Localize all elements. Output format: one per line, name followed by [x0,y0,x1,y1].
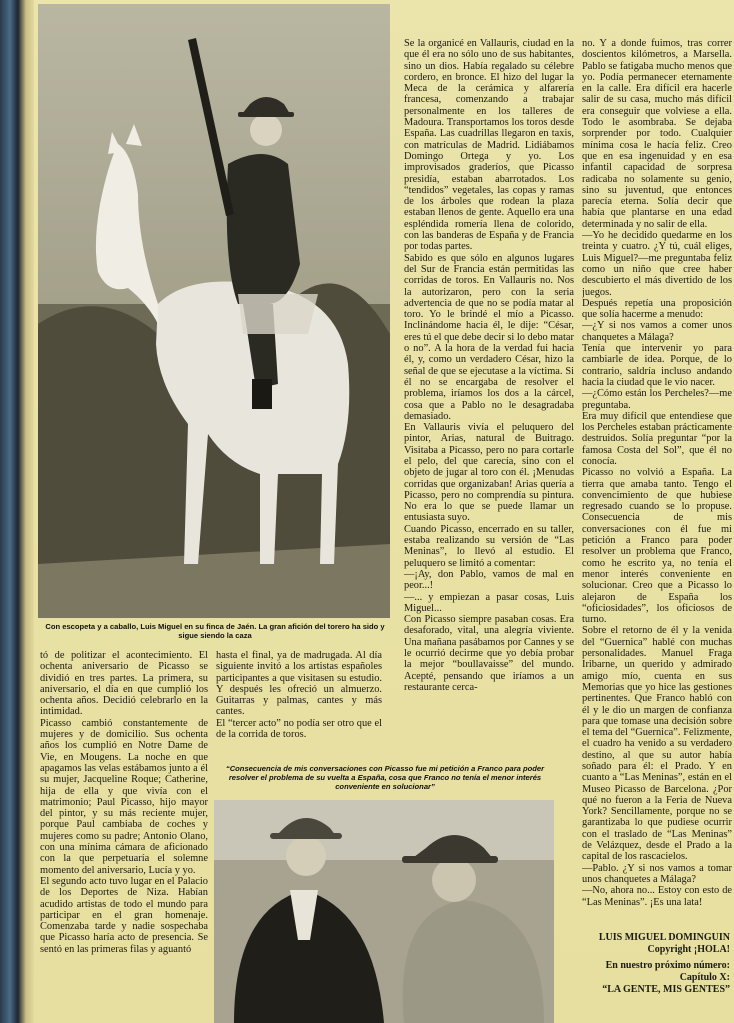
next-chapter-label: Capítulo X: [679,972,730,983]
signature-block [560,932,730,996]
copyright-line: Copyright ¡HOLA! [647,944,730,955]
picasso-torero-illustration [214,800,554,1023]
text-column-1: Se la organicé en Vallauris, ciudad en la que él era no sólo uno de sus habitantes, sino un dios. Había regalado su célebre cordero, en bronce. El hizo del lugar la Meca de la cerámica y alfarería francesa, comenzando a trabajar personalmente en los talleres de Madoura. Transportamos los toros desde España. Las cuadrillas llegaron en taxis, con matrículas de Madrid. Lidiábamos Domingo Ortega y yo. Los improvisados graderíos, que Picasso presidía, estaban abarrotados. Los “tendidos” vegetales, las copas y ramas de los árboles que rodean la plaza estaban llenos de gente. Aquello era una espléndida romería llena de colorido, con las banderas de España y de Francia por todas partes. Sabido es que sólo en algunos lugares del Sur de Francia están permitidas las corridas de toros. En Vallauris no. Nos la autorizaron, pero con la seria advertencia de que no se podía matar al toro. Yo le brindé el mío a Picasso. Inclinándome hacia él, le dije: “César, eres tú el que debe decir si lo debo matar o no”. A la hora de la verdad fui hacia él, y, como un verdadero César, hizo la señal de que se ejecutase a la víctima. Si él no se encargaba de resolver el problema, iríamos los dos a la cárcel, cosa que a Pablo no le desagradaba demasiado. En Vallauris vivía el peluquero del pintor, Arias, natural de Buitrago. Visitaba a Picasso, pero no para cortarle el pelo, del que carecía, sino con el objeto de jugar al toro con él. ¡Menudas corridas que organizaban! Arias quería a Picasso, pero no comprendía su pintura. No era lo que se puede llamar un entusiasta suyo. Cuando Picasso, encerrado en su taller, estaba realizando su versión de “Las Meninas”, lo llevó al estudio. El peluquero se limitó a comentar: —¡Ay, don Pablo, vamos de mal en peor...! —... y empiezan a pasar cosas, Luis Miguel... Con Picasso siempre pasaban cosas. Era desaforado, vital, una alegría viviente. Una mañana pasábamos por Cannes y se le ocurrió decirme que yo debía probar la mejor “boullavaisse” del mundo. Acepté, pensando que iríamos a un restaurante cerca- [404,38,574,693]
text-column-3: tó de politizar el acontecimiento. El ochenta aniversario de Picasso se dividió en tres partes. La primera, su aniversario, el día en que cumplió los ochenta años. Decidió celebrarlo en la intimidad. Picasso cambió constantemente de mujeres y de domicilio. Sus ochenta años los cumplió en Notre Dame de Vie, en Mougens. La noche en que apagamos las velas estábamos junto a él su mujer, Jacqueline Roque; Catherine, hija de ella y que vivía con el matrimonio; Paul Picasso, hijo mayor del pintor, y su más reciente mujer, porque Paul cambiaba de coches y mujeres como su padre; Antonio Olano, con una mínima cámara de aficionado con la que perpetuaría el solemne momento del aniversario, Lucía y yo. El segundo acto tuvo lugar en el Palacio de los Deportes de Niza. Habían acudido artistas de todo el mundo para participar en el gran homenaje. Comenzaba tarde y nadie sospechaba que Picasso haría acto de presencia. Se sentó en las primeras filas y aguantó [40,650,208,955]
caption-horse-photo: Con escopeta y a caballo, Luis Miguel en su finca de Jaén. La gran afición del torero ha sido y sigue siendo la caza [45,622,385,640]
author-name: LUIS MIGUEL DOMINGUIN [598,932,730,943]
magazine-binding [0,0,34,1023]
horse-rider-illustration [38,4,390,618]
text-column-2: no. Y a donde fuimos, tras correr doscientos kilómetros, a Marsella. Pablo se fatigaba mucho menos que yo. Podía permanecer eternamente en la calle. Era difícil era hacerle salir de su casa, mucho más difícil era conseguir que volviese a ella. Todo le asombraba. Se dejaba sorprender por todo. Cualquier mínima cosa le hacía feliz. Creo que en esa ingenuidad y en esa infantil capacidad de sorpresa radicaba no solamente su genio, sino su juventud, que entonces parecía eterna. Solía decir que había que plantarse en una edad determinada y no salir de ella. —Yo he decidido quedarme en los treinta y cuatro. ¿Y tú, cuál eliges, Luis Miguel?—me preguntaba feliz como un niño que cree haber descubierto el más divertido de los juegos. Después repetía una proposición que solía hacerme a menudo: —¿Y si nos vamos a comer unos chanquetes a Málaga? Tenía que intervenir yo para cambiarle de idea. Porque, de lo contrario, saldría incluso andando hacia la ciudad que le vio nacer. —¿Cómo están los Percheles?—me preguntaba. Era muy difícil que entendiese que los Percheles estaban prácticamente destruidos. Solía preguntar “por la famosa Costa del Sol”, que él no conocía. Picasso no volvió a España. La tierra que amaba tanto. Tengo el convencimiento de que hubiese regresado cuando se lo propuse. Consecuencia de mis conversaciones con él fue mi petición a Franco para poder resolver un problema que Franco, como he escrito ya, no tenía el menor interés conveniente en solucionar. Creo que a Picasso lo alejaron de España los “oficiosidades”, los oficiosos de turno. Sobre el retorno de él y la venida del “Guernica” hablé con muchas personalidades. Manuel Fraga Iribarne, un querido y admirado amigo mío, cuenta en sus Memorias que yo hice las gestiones pertinentes. Que Franco habló con él y le dio un margen de confianza para que tomase una decisión sobre el tema del “Guernica”. Felizmente, el cuadro ha venido a su verdadero destino, al que su autor había soñado para él: el Prado. Y en cuanto a “Las Meninas”, están en el Museo Picasso de Barcelona. ¿Por qué no fueron a la Feria de Nueva York? Sencillamente, porque no se garantizaba lo que pudiese ocurrir con el traslado de “Las Meninas” de Velázquez, desde el Prado a la capital de los rascacielos. —Pablo. ¿Y si nos vamos a tomar unos chanquetes a Málaga? —No, ahora no... Estoy con esto de “Las Meninas”. ¡Es una lata! [582,38,732,908]
photo-horse-rider [38,4,390,618]
caption-picasso-photo: “Consecuencia de mis conversaciones con Picasso fue mi petición a Franco para poder resolver el problema de su vuelta a España, cosa que Franco no tenía el menor interés conveniente en solucionar” [225,764,545,791]
next-issue-label: En nuestro próximo número: [605,960,730,971]
photo-picasso-and-torero [214,800,554,1023]
next-chapter-title: “LA GENTE, MIS GENTES” [602,984,730,995]
text-column-4: hasta el final, ya de madrugada. Al día siguiente invitó a los artistas españoles participantes a que visitasen su estudio. Y después les ofreció un almuerzo. Guitarras y palmas, cantes y más cantes. El “tercer acto” no podía ser otro que el de la corrida de toros. [216,650,382,741]
